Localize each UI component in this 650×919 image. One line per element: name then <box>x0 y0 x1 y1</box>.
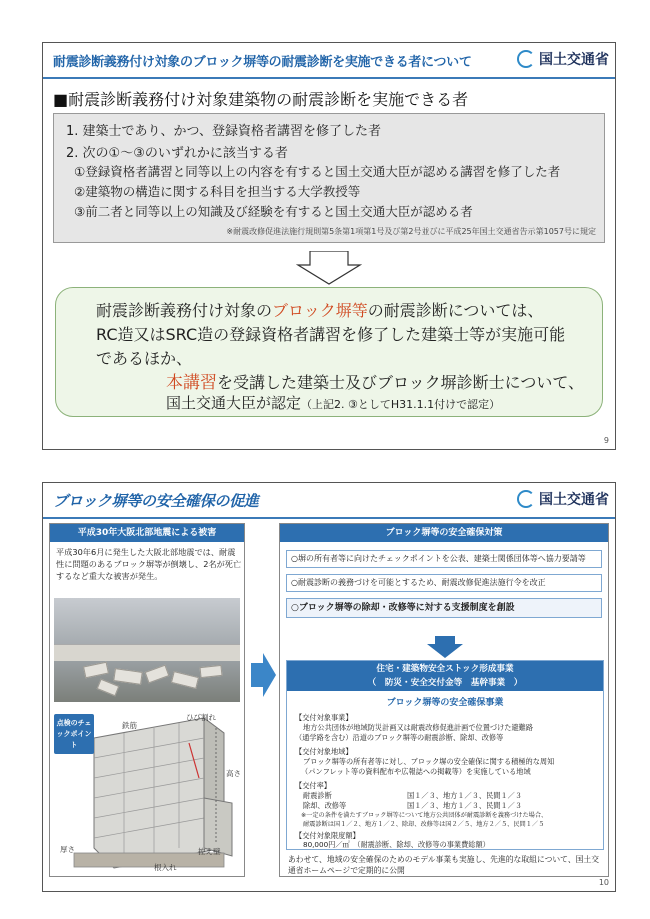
slide-header <box>43 483 615 519</box>
slide-header <box>43 43 615 79</box>
sub-item-3: ③前二者と同等以上の知識及び経験を有すると国土交通大臣が認める者 <box>74 204 473 219</box>
target-line-2: （通学路を含む）沿道のブロック塀等の耐震診断、除却、改修等 <box>295 733 504 742</box>
rate-diagnosis-label: 耐震診断 <box>303 791 332 800</box>
ministry-name: 国土交通省 <box>539 492 609 508</box>
damage-heading: 平成30年大阪北部地震による被害 <box>50 524 244 542</box>
cert-sub: （上記2. ③としてH31.1.1付けで認定） <box>301 398 501 411</box>
program-heading-1: 住宅・建築物安全ストック形成事業 <box>376 664 514 674</box>
conclusion-highlight: ブロック塀等 <box>272 301 368 320</box>
program-heading-2: （ 防災・安全交付金等 基幹事業 ） <box>367 678 523 688</box>
conclusion-pre: 耐震診断義務付け対象の <box>96 301 273 320</box>
label-crack: ひび割れ <box>186 713 216 722</box>
model-project-note: あわせて、地域の安全確保のためのモデル事業も実施し、先進的な取組について、国土交通省ホームページで定期的に公開 <box>288 855 600 875</box>
debris-block <box>199 665 222 678</box>
program-title: ブロック塀等の安全確保事業 <box>386 698 504 708</box>
slide-title: 耐震診断義務付け対象のブロック塀等の耐震診断を実施できる者について <box>53 55 472 70</box>
rate-note-2: 耐震診断は国１／２、地方１／２、除却、改修等は国２／５、地方２／５、民間１／５ <box>303 821 545 828</box>
item-1: 1. 建築士であり、かつ、登録資格者講習を修了した者 <box>66 124 382 139</box>
ministry-logo <box>517 49 609 69</box>
course-highlight: 本講習 <box>166 373 217 393</box>
limit-line: 80,000円／㎡ （耐震診断、除却、改修等の事業費総額） <box>303 840 490 849</box>
photo-wall <box>54 644 240 661</box>
course-line <box>166 368 584 393</box>
area-line-1: ブロック塀等の所有者等に対し、ブロック塀の安全確保に関する積極的な周知 <box>303 757 555 766</box>
damage-text: 平成30年6月に発生した大阪北部地震では、耐震性に問題のあるブロック塀等が倒壊し、2名が死亡するなど重大な被害が発生。 <box>56 547 242 581</box>
item-2: 2. 次の①～③のいずれかに該当する者 <box>66 146 288 161</box>
certification-line <box>166 392 500 413</box>
label-buttress: 控え壁 <box>198 847 221 856</box>
rate-diagnosis-value: 国１／３、地方１／３、民間１／３ <box>407 791 523 800</box>
conclusion-box <box>55 287 603 417</box>
page-number: 10 <box>598 878 609 887</box>
label-rebar: 鉄筋 <box>122 721 137 730</box>
sub-item-2: ②建築物の構造に関する科目を担当する大学教授等 <box>74 184 361 199</box>
ministry-logo <box>517 489 609 509</box>
cert-main: 国土交通大臣が認定 <box>166 394 302 412</box>
measure-3: ○ブロック塀等の除却・改修等に対する支援制度を創設 <box>286 598 602 618</box>
label-embedment: 根入れ <box>154 863 177 872</box>
target-heading: 【交付対象事業】 <box>295 713 353 722</box>
slide-10 <box>42 482 616 892</box>
area-line-2: （パンフレット等の資料配布や広報誌への掲載等）を実施している地域 <box>301 767 531 776</box>
rate-heading: 【交付率】 <box>295 781 331 790</box>
measure-2: ○耐震診断の義務づけを可能とするため、耐震改修促進法施行令を改正 <box>286 574 602 592</box>
mlit-logo-icon <box>517 490 535 508</box>
course-rest: を受講した建築士及びブロック塀診断士について、 <box>217 373 585 392</box>
sub-item-1: ①登録資格者講習と同等以上の内容を有すると国土交通大臣が認める講習を修了した者 <box>74 164 561 179</box>
measures-panel <box>279 523 609 877</box>
measure-1: ○塀の所有者等に向けたチェックポイントを公表、建築士関係団体等へ協力要請等 <box>286 550 602 568</box>
qualification-box <box>53 113 605 243</box>
damage-panel <box>49 523 245 877</box>
mlit-logo-icon <box>517 50 535 68</box>
page-number: 9 <box>603 436 609 445</box>
legal-note: ※耐震改修促進法施行規則第5条第1項第1号及び第2号並びに平成25年国土交通省告示第1057号に規定 <box>226 227 596 236</box>
label-thickness: 厚さ <box>60 845 75 854</box>
label-height: 高さ <box>226 769 241 778</box>
area-heading: 【交付対象地域】 <box>295 747 353 756</box>
program-heading <box>287 661 603 691</box>
ministry-name: 国土交通省 <box>539 52 609 68</box>
measures-heading: ブロック塀等の安全確保対策 <box>280 524 608 542</box>
down-arrow-icon <box>427 636 463 658</box>
debris-block <box>171 671 199 689</box>
rate-removal-value: 国１／３、地方１／３、民間１／３ <box>407 801 523 810</box>
limit-heading: 【交付対象限度額】 <box>295 831 360 840</box>
program-box <box>286 660 604 850</box>
down-arrow-icon <box>296 251 362 285</box>
rate-removal-label: 除却、改修等 <box>303 801 347 810</box>
right-arrow-icon <box>249 653 277 697</box>
section-heading: ■耐震診断義務付け対象建築物の耐震診断を実施できる者 <box>53 90 469 109</box>
conclusion-line-2: RC造又はSRC造の登録資格者講習を修了した建築士等が実施可能 <box>96 325 566 344</box>
target-line-1: 地方公共団体が地域防災計画又は耐震改修促進計画で位置づけた避難路 <box>303 723 534 732</box>
conclusion-line-3: であるほか、 <box>96 349 193 368</box>
earthquake-photo <box>54 598 240 702</box>
slide-title: ブロック塀等の安全確保の促進 <box>53 492 259 510</box>
checkpoint-callout: 点検のチェックポイント <box>54 714 94 754</box>
debris-block <box>83 662 109 679</box>
conclusion-post: の耐震診断については、 <box>367 301 544 320</box>
conclusion-line-1 <box>96 298 543 321</box>
rate-note-1: ※一定の条件を満たすブロック塀等について地方公共団体が耐震診断を義務づけた場合、 <box>301 812 548 819</box>
debris-block <box>145 665 170 684</box>
debris-block <box>113 668 143 685</box>
slide-9 <box>42 42 616 450</box>
